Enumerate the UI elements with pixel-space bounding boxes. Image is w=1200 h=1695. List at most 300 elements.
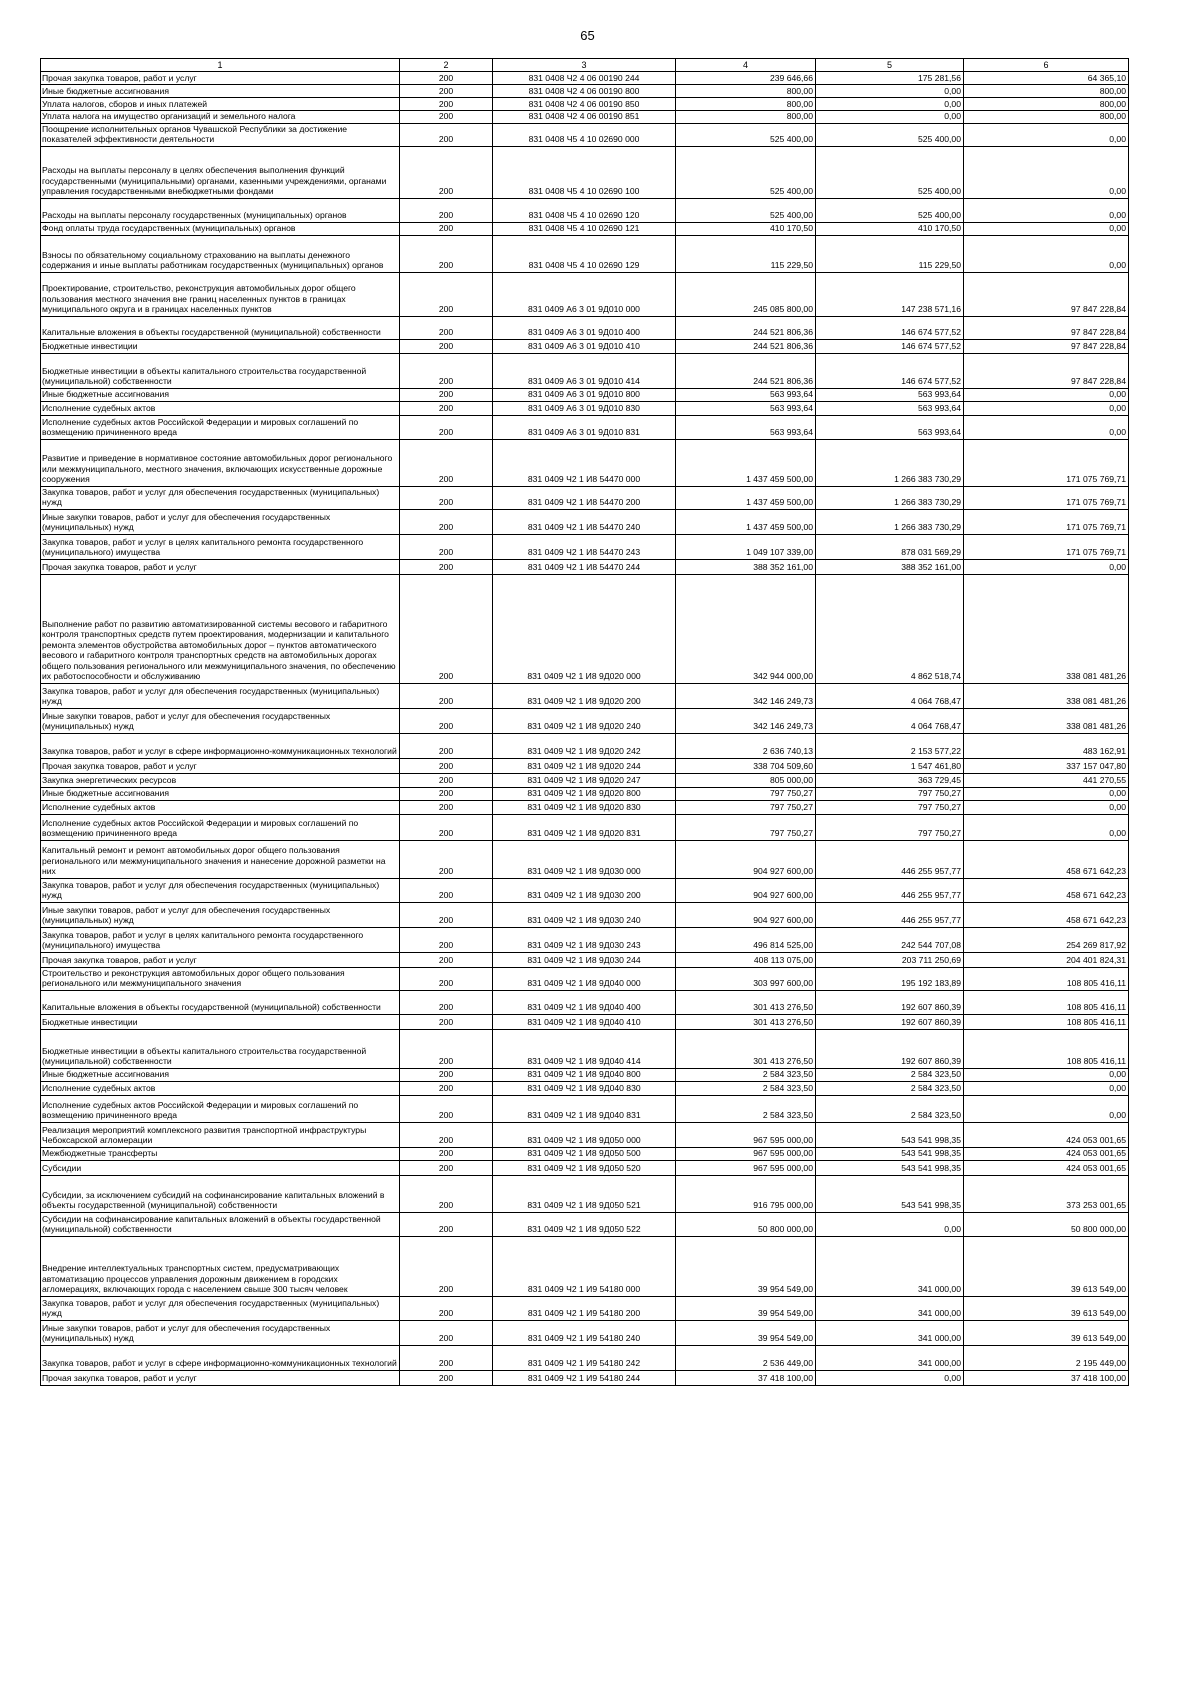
row-executed-amount: 410 170,50: [816, 222, 964, 235]
row-name: Бюджетные инвестиции в объекты капитального строительства государственной (муниципальной) собственности: [41, 1029, 400, 1068]
row-executed-amount: 2 584 323,50: [816, 1068, 964, 1081]
row-approved-amount: 50 800 000,00: [676, 1212, 816, 1236]
table-row: [41, 683, 1129, 708]
row-unexecuted-amount: 800,00: [964, 111, 1129, 124]
row-approved-amount: 342 146 249,73: [676, 683, 816, 708]
row-executed-amount: 1 266 383 730,29: [816, 509, 964, 534]
row-code: 200: [400, 1081, 493, 1095]
row-unexecuted-amount: 97 847 228,84: [964, 316, 1129, 339]
row-name: Субсидии: [41, 1160, 400, 1175]
row-name: Иные закупки товаров, работ и услуг для обеспечения государственных (муниципальных) нужд: [41, 708, 400, 733]
row-classifier: 831 0408 Ч5 4 10 02690 121: [493, 222, 676, 235]
table-row: [41, 353, 1129, 388]
row-executed-amount: 341 000,00: [816, 1345, 964, 1370]
row-name: Закупка товаров, работ и услуг для обеспечения государственных (муниципальных) нужд: [41, 878, 400, 902]
table-row: [41, 800, 1129, 814]
table-row: [41, 1175, 1129, 1212]
row-executed-amount: 543 541 998,35: [816, 1175, 964, 1212]
row-executed-amount: 563 993,64: [816, 415, 964, 439]
row-unexecuted-amount: 0,00: [964, 388, 1129, 401]
row-unexecuted-amount: 458 671 642,23: [964, 902, 1129, 927]
table-row: [41, 559, 1129, 574]
row-unexecuted-amount: 50 800 000,00: [964, 1212, 1129, 1236]
row-approved-amount: 388 352 161,00: [676, 559, 816, 574]
row-executed-amount: 1 547 461,80: [816, 758, 964, 773]
row-code: 200: [400, 1345, 493, 1370]
column-header-executed: 5: [816, 59, 964, 72]
row-name: Исполнение судебных актов Российской Федерации и мировых соглашений по возмещению причиненного вреда: [41, 814, 400, 840]
row-unexecuted-amount: 108 805 416,11: [964, 1014, 1129, 1029]
row-code: 200: [400, 952, 493, 967]
row-name: Исполнение судебных актов: [41, 800, 400, 814]
row-classifier: 831 0409 Ч2 1 И8 9Д040 400: [493, 990, 676, 1014]
row-approved-amount: 967 595 000,00: [676, 1160, 816, 1175]
row-unexecuted-amount: 338 081 481,26: [964, 683, 1129, 708]
row-name: Закупка товаров, работ и услуг в сфере информационно-коммуникационных технологий: [41, 733, 400, 758]
row-unexecuted-amount: 2 195 449,00: [964, 1345, 1129, 1370]
row-unexecuted-amount: 39 613 549,00: [964, 1320, 1129, 1345]
row-unexecuted-amount: 204 401 824,31: [964, 952, 1129, 967]
table-row: [41, 388, 1129, 401]
row-unexecuted-amount: 108 805 416,11: [964, 967, 1129, 990]
row-code: 200: [400, 85, 493, 98]
row-approved-amount: 301 413 276,50: [676, 1014, 816, 1029]
row-approved-amount: 800,00: [676, 111, 816, 124]
row-executed-amount: 0,00: [816, 1370, 964, 1385]
row-code: 200: [400, 339, 493, 353]
row-unexecuted-amount: 97 847 228,84: [964, 272, 1129, 316]
row-classifier: 831 0409 Ч2 1 И8 9Д040 800: [493, 1068, 676, 1081]
row-executed-amount: 195 192 183,89: [816, 967, 964, 990]
row-unexecuted-amount: 0,00: [964, 415, 1129, 439]
table-row: [41, 1160, 1129, 1175]
row-code: 200: [400, 733, 493, 758]
row-classifier: 831 0409 Ч2 1 И8 9Д030 244: [493, 952, 676, 967]
row-name: Выполнение работ по развитию автоматизированной системы весового и габаритного контроля транспортных средств путем проектирования, модернизации и капитального ремонта элементов обустройства автомобильных дорог – пунктов автоматического весового и габаритного контроля транспортных средств на автомобильных дорогах общего пользования регионального или межмуниципального значения, по обеспечению их работоспособности и обслуживанию: [41, 574, 400, 683]
row-approved-amount: 563 993,64: [676, 415, 816, 439]
table-row: [41, 840, 1129, 878]
row-classifier: 831 0409 Ч2 1 И8 54470 243: [493, 534, 676, 559]
row-name: Капитальный ремонт и ремонт автомобильных дорог общего пользования регионального или межмуниципального значения и нанесение дорожной разметки на них: [41, 840, 400, 878]
row-approved-amount: 525 400,00: [676, 198, 816, 222]
row-code: 200: [400, 1122, 493, 1147]
row-approved-amount: 800,00: [676, 85, 816, 98]
table-row: [41, 1014, 1129, 1029]
row-code: 200: [400, 1370, 493, 1385]
row-unexecuted-amount: 441 270,55: [964, 773, 1129, 787]
row-name: Уплата налога на имущество организаций и земельного налога: [41, 111, 400, 124]
row-code: 200: [400, 353, 493, 388]
row-name: Капитальные вложения в объекты государственной (муниципальной) собственности: [41, 316, 400, 339]
row-name: Исполнение судебных актов: [41, 401, 400, 415]
row-name: Исполнение судебных актов Российской Федерации и мировых соглашений по возмещению причиненного вреда: [41, 1095, 400, 1122]
row-unexecuted-amount: 97 847 228,84: [964, 353, 1129, 388]
row-name: Иные закупки товаров, работ и услуг для обеспечения государственных (муниципальных) нужд: [41, 902, 400, 927]
row-code: 200: [400, 1029, 493, 1068]
row-code: 200: [400, 1236, 493, 1296]
row-executed-amount: 4 862 518,74: [816, 574, 964, 683]
row-executed-amount: 192 607 860,39: [816, 1029, 964, 1068]
row-executed-amount: 446 255 957,77: [816, 902, 964, 927]
row-unexecuted-amount: 483 162,91: [964, 733, 1129, 758]
row-executed-amount: 0,00: [816, 98, 964, 111]
row-executed-amount: 563 993,64: [816, 401, 964, 415]
table-row: [41, 1095, 1129, 1122]
row-approved-amount: 1 437 459 500,00: [676, 439, 816, 486]
row-executed-amount: 203 711 250,69: [816, 952, 964, 967]
table-row: [41, 85, 1129, 98]
row-approved-amount: 1 049 107 339,00: [676, 534, 816, 559]
row-code: 200: [400, 1320, 493, 1345]
row-classifier: 831 0408 Ч2 4 06 00190 244: [493, 72, 676, 85]
row-code: 200: [400, 72, 493, 85]
row-classifier: 831 0409 А6 3 01 9Д010 000: [493, 272, 676, 316]
table-row: [41, 773, 1129, 787]
row-name: Уплата налогов, сборов и иных платежей: [41, 98, 400, 111]
row-approved-amount: 967 595 000,00: [676, 1147, 816, 1160]
row-unexecuted-amount: 97 847 228,84: [964, 339, 1129, 353]
table-row: [41, 708, 1129, 733]
row-classifier: 831 0409 Ч2 1 И8 9Д050 521: [493, 1175, 676, 1212]
row-unexecuted-amount: 171 075 769,71: [964, 439, 1129, 486]
row-unexecuted-amount: 254 269 817,92: [964, 927, 1129, 952]
row-unexecuted-amount: 373 253 001,65: [964, 1175, 1129, 1212]
row-classifier: 831 0408 Ч2 4 06 00190 851: [493, 111, 676, 124]
row-executed-amount: 543 541 998,35: [816, 1122, 964, 1147]
row-code: 200: [400, 222, 493, 235]
row-classifier: 831 0409 Ч2 1 И8 9Д030 243: [493, 927, 676, 952]
row-name: Иные бюджетные ассигнования: [41, 1068, 400, 1081]
row-classifier: 831 0409 Ч2 1 И8 9Д050 500: [493, 1147, 676, 1160]
row-unexecuted-amount: 108 805 416,11: [964, 990, 1129, 1014]
table-row: [41, 486, 1129, 509]
row-approved-amount: 904 927 600,00: [676, 878, 816, 902]
row-classifier: 831 0409 Ч2 1 И8 9Д040 410: [493, 1014, 676, 1029]
row-name: Прочая закупка товаров, работ и услуг: [41, 72, 400, 85]
row-approved-amount: 244 521 806,36: [676, 339, 816, 353]
row-approved-amount: 797 750,27: [676, 814, 816, 840]
row-unexecuted-amount: 171 075 769,71: [964, 509, 1129, 534]
row-code: 200: [400, 708, 493, 733]
row-unexecuted-amount: 171 075 769,71: [964, 534, 1129, 559]
row-name: Закупка товаров, работ и услуг для обеспечения государственных (муниципальных) нужд: [41, 1296, 400, 1320]
row-name: Закупка товаров, работ и услуг в целях капитального ремонта государственного (муниципального) имущества: [41, 927, 400, 952]
row-unexecuted-amount: 424 053 001,65: [964, 1160, 1129, 1175]
row-approved-amount: 37 418 100,00: [676, 1370, 816, 1385]
row-executed-amount: 446 255 957,77: [816, 840, 964, 878]
row-name: Закупка товаров, работ и услуг в сфере информационно-коммуникационных технологий: [41, 1345, 400, 1370]
table-row: [41, 235, 1129, 272]
table-row: [41, 146, 1129, 198]
table-row: [41, 534, 1129, 559]
row-classifier: 831 0409 Ч2 1 И8 9Д050 520: [493, 1160, 676, 1175]
row-code: 200: [400, 272, 493, 316]
row-executed-amount: 242 544 707,08: [816, 927, 964, 952]
row-classifier: 831 0408 Ч5 4 10 02690 000: [493, 123, 676, 146]
row-classifier: 831 0409 Ч2 1 И8 9Д020 000: [493, 574, 676, 683]
row-classifier: 831 0409 Ч2 1 И8 9Д020 242: [493, 733, 676, 758]
row-approved-amount: 338 704 509,60: [676, 758, 816, 773]
row-code: 200: [400, 773, 493, 787]
row-code: 200: [400, 401, 493, 415]
row-approved-amount: 525 400,00: [676, 146, 816, 198]
row-classifier: 831 0408 Ч5 4 10 02690 120: [493, 198, 676, 222]
row-unexecuted-amount: 0,00: [964, 222, 1129, 235]
row-classifier: 831 0409 А6 3 01 9Д010 831: [493, 415, 676, 439]
row-name: Прочая закупка товаров, работ и услуг: [41, 559, 400, 574]
row-name: Капитальные вложения в объекты государственной (муниципальной) собственности: [41, 990, 400, 1014]
row-approved-amount: 967 595 000,00: [676, 1122, 816, 1147]
table-row: [41, 439, 1129, 486]
row-classifier: 831 0409 А6 3 01 9Д010 410: [493, 339, 676, 353]
row-classifier: 831 0409 Ч2 1 И8 9Д020 247: [493, 773, 676, 787]
row-classifier: 831 0409 Ч2 1 И8 9Д020 240: [493, 708, 676, 733]
row-approved-amount: 408 113 075,00: [676, 952, 816, 967]
row-classifier: 831 0408 Ч2 4 06 00190 800: [493, 85, 676, 98]
row-code: 200: [400, 927, 493, 952]
row-unexecuted-amount: 39 613 549,00: [964, 1236, 1129, 1296]
row-name: Иные закупки товаров, работ и услуг для обеспечения государственных (муниципальных) нужд: [41, 509, 400, 534]
row-unexecuted-amount: 0,00: [964, 1081, 1129, 1095]
row-classifier: 831 0409 Ч2 1 И8 54470 000: [493, 439, 676, 486]
row-classifier: 831 0409 А6 3 01 9Д010 400: [493, 316, 676, 339]
table-row: [41, 1068, 1129, 1081]
row-executed-amount: 192 607 860,39: [816, 990, 964, 1014]
row-executed-amount: 543 541 998,35: [816, 1160, 964, 1175]
row-executed-amount: 525 400,00: [816, 198, 964, 222]
row-approved-amount: 904 927 600,00: [676, 840, 816, 878]
row-executed-amount: 175 281,56: [816, 72, 964, 85]
row-name: Исполнение судебных актов Российской Федерации и мировых соглашений по возмещению причиненного вреда: [41, 415, 400, 439]
row-code: 200: [400, 1175, 493, 1212]
row-executed-amount: 797 750,27: [816, 787, 964, 800]
row-approved-amount: 2 536 449,00: [676, 1345, 816, 1370]
row-executed-amount: 0,00: [816, 111, 964, 124]
row-unexecuted-amount: 0,00: [964, 787, 1129, 800]
row-unexecuted-amount: 171 075 769,71: [964, 486, 1129, 509]
row-classifier: 831 0408 Ч5 4 10 02690 129: [493, 235, 676, 272]
row-name: Расходы на выплаты персоналу в целях обеспечения выполнения функций государственными (муниципальными) органами, казенными учреждениями, органами управления государственными внебюджетными фондами: [41, 146, 400, 198]
row-executed-amount: 0,00: [816, 1212, 964, 1236]
table-row: [41, 878, 1129, 902]
row-unexecuted-amount: 0,00: [964, 235, 1129, 272]
column-header-unexecuted: 6: [964, 59, 1129, 72]
row-code: 200: [400, 758, 493, 773]
row-unexecuted-amount: 458 671 642,23: [964, 878, 1129, 902]
row-name: Закупка товаров, работ и услуг в целях капитального ремонта государственного (муниципального) имущества: [41, 534, 400, 559]
table-row: [41, 1320, 1129, 1345]
row-executed-amount: 341 000,00: [816, 1320, 964, 1345]
row-approved-amount: 2 636 740,13: [676, 733, 816, 758]
row-code: 200: [400, 967, 493, 990]
table-row: [41, 1081, 1129, 1095]
row-executed-amount: 563 993,64: [816, 388, 964, 401]
row-approved-amount: 797 750,27: [676, 800, 816, 814]
row-name: Прочая закупка товаров, работ и услуг: [41, 1370, 400, 1385]
row-unexecuted-amount: 424 053 001,65: [964, 1147, 1129, 1160]
row-name: Субсидии на софинансирование капитальных вложений в объекты государственной (муниципальной) собственности: [41, 1212, 400, 1236]
row-approved-amount: 301 413 276,50: [676, 1029, 816, 1068]
row-classifier: 831 0409 Ч2 1 И8 9Д040 000: [493, 967, 676, 990]
row-approved-amount: 245 085 800,00: [676, 272, 816, 316]
column-header-code: 2: [400, 59, 493, 72]
row-unexecuted-amount: 458 671 642,23: [964, 840, 1129, 878]
row-classifier: 831 0409 Ч2 1 И8 9Д040 830: [493, 1081, 676, 1095]
row-executed-amount: 2 153 577,22: [816, 733, 964, 758]
row-name: Иные бюджетные ассигнования: [41, 85, 400, 98]
row-name: Закупка энергетических ресурсов: [41, 773, 400, 787]
row-executed-amount: 878 031 569,29: [816, 534, 964, 559]
row-classifier: 831 0409 Ч2 1 И8 9Д050 000: [493, 1122, 676, 1147]
row-code: 200: [400, 439, 493, 486]
row-name: Бюджетные инвестиции: [41, 339, 400, 353]
table-header-row: [41, 59, 1129, 72]
row-unexecuted-amount: 424 053 001,65: [964, 1122, 1129, 1147]
table-row: [41, 1122, 1129, 1147]
row-executed-amount: 192 607 860,39: [816, 1014, 964, 1029]
row-unexecuted-amount: 0,00: [964, 198, 1129, 222]
row-classifier: 831 0408 Ч2 4 06 00190 850: [493, 98, 676, 111]
row-unexecuted-amount: 0,00: [964, 559, 1129, 574]
row-code: 200: [400, 1014, 493, 1029]
row-executed-amount: 4 064 768,47: [816, 683, 964, 708]
row-classifier: 831 0409 А6 3 01 9Д010 800: [493, 388, 676, 401]
row-executed-amount: 1 266 383 730,29: [816, 486, 964, 509]
table-row: [41, 72, 1129, 85]
row-executed-amount: 446 255 957,77: [816, 878, 964, 902]
row-unexecuted-amount: 0,00: [964, 146, 1129, 198]
row-classifier: 831 0409 Ч2 1 И8 54470 244: [493, 559, 676, 574]
table-row: [41, 316, 1129, 339]
row-classifier: 831 0409 Ч2 1 И8 9Д030 000: [493, 840, 676, 878]
row-code: 200: [400, 574, 493, 683]
row-unexecuted-amount: 337 157 047,80: [964, 758, 1129, 773]
row-classifier: 831 0409 Ч2 1 И9 54180 240: [493, 1320, 676, 1345]
row-approved-amount: 805 000,00: [676, 773, 816, 787]
row-name: Расходы на выплаты персоналу государственных (муниципальных) органов: [41, 198, 400, 222]
row-name: Внедрение интеллектуальных транспортных систем, предусматривающих автоматизацию процессов управления дорожным движением в городских агломерациях, включающих города с населением свыше 300 тысяч человек: [41, 1236, 400, 1296]
row-code: 200: [400, 878, 493, 902]
row-approved-amount: 525 400,00: [676, 123, 816, 146]
row-code: 200: [400, 814, 493, 840]
row-approved-amount: 2 584 323,50: [676, 1095, 816, 1122]
row-code: 200: [400, 98, 493, 111]
row-code: 200: [400, 146, 493, 198]
row-classifier: 831 0409 Ч2 1 И9 54180 242: [493, 1345, 676, 1370]
row-executed-amount: 525 400,00: [816, 146, 964, 198]
row-code: 200: [400, 1212, 493, 1236]
row-code: 200: [400, 198, 493, 222]
row-approved-amount: 39 954 549,00: [676, 1320, 816, 1345]
table-body: [41, 72, 1129, 1386]
row-name: Фонд оплаты труда государственных (муниципальных) органов: [41, 222, 400, 235]
row-name: Исполнение судебных актов: [41, 1081, 400, 1095]
row-approved-amount: 303 997 600,00: [676, 967, 816, 990]
column-header-approved: 4: [676, 59, 816, 72]
row-executed-amount: 146 674 577,52: [816, 353, 964, 388]
row-classifier: 831 0409 Ч2 1 И8 9Д020 831: [493, 814, 676, 840]
table-row: [41, 927, 1129, 952]
table-row: [41, 758, 1129, 773]
table-row: [41, 902, 1129, 927]
row-classifier: 831 0409 Ч2 1 И9 54180 200: [493, 1296, 676, 1320]
row-unexecuted-amount: 0,00: [964, 123, 1129, 146]
row-code: 200: [400, 486, 493, 509]
row-executed-amount: 797 750,27: [816, 800, 964, 814]
row-approved-amount: 39 954 549,00: [676, 1236, 816, 1296]
table-row: [41, 574, 1129, 683]
table-row: [41, 198, 1129, 222]
table-row: [41, 272, 1129, 316]
row-name: Межбюджетные трансферты: [41, 1147, 400, 1160]
table-row: [41, 1236, 1129, 1296]
row-unexecuted-amount: 64 365,10: [964, 72, 1129, 85]
row-name: Иные бюджетные ассигнования: [41, 388, 400, 401]
row-unexecuted-amount: 39 613 549,00: [964, 1296, 1129, 1320]
row-code: 200: [400, 1147, 493, 1160]
row-name: Поощрение исполнительных органов Чувашской Республики за достижение показателей эффективности деятельности: [41, 123, 400, 146]
row-unexecuted-amount: 37 418 100,00: [964, 1370, 1129, 1385]
row-name: Реализация мероприятий комплексного развития транспортной инфраструктуры Чебоксарской агломерации: [41, 1122, 400, 1147]
table-row: [41, 787, 1129, 800]
table-row: [41, 123, 1129, 146]
row-executed-amount: 525 400,00: [816, 123, 964, 146]
row-name: Прочая закупка товаров, работ и услуг: [41, 952, 400, 967]
row-name: Бюджетные инвестиции в объекты капитального строительства государственной (муниципальной) собственности: [41, 353, 400, 388]
column-header-name: 1: [41, 59, 400, 72]
table-row: [41, 814, 1129, 840]
row-approved-amount: 563 993,64: [676, 401, 816, 415]
row-code: 200: [400, 415, 493, 439]
row-executed-amount: 341 000,00: [816, 1236, 964, 1296]
row-code: 200: [400, 509, 493, 534]
row-classifier: 831 0409 Ч2 1 И8 9Д030 200: [493, 878, 676, 902]
row-code: 200: [400, 787, 493, 800]
row-executed-amount: 115 229,50: [816, 235, 964, 272]
row-approved-amount: 800,00: [676, 98, 816, 111]
page-number: 65: [580, 28, 595, 43]
row-classifier: 831 0409 Ч2 1 И9 54180 000: [493, 1236, 676, 1296]
row-name: Строительство и реконструкция автомобильных дорог общего пользования регионального или межмуниципального значения: [41, 967, 400, 990]
row-code: 200: [400, 1068, 493, 1081]
table-row: [41, 1029, 1129, 1068]
table-row: [41, 415, 1129, 439]
row-classifier: 831 0409 Ч2 1 И8 9Д020 830: [493, 800, 676, 814]
row-name: Иные бюджетные ассигнования: [41, 787, 400, 800]
row-approved-amount: 904 927 600,00: [676, 902, 816, 927]
row-approved-amount: 244 521 806,36: [676, 353, 816, 388]
row-classifier: 831 0409 Ч2 1 И8 9Д020 244: [493, 758, 676, 773]
row-executed-amount: 363 729,45: [816, 773, 964, 787]
table-row: [41, 1212, 1129, 1236]
row-name: Иные закупки товаров, работ и услуг для обеспечения государственных (муниципальных) нужд: [41, 1320, 400, 1345]
row-name: Закупка товаров, работ и услуг для обеспечения государственных (муниципальных) нужд: [41, 683, 400, 708]
row-approved-amount: 239 646,66: [676, 72, 816, 85]
table-row: [41, 952, 1129, 967]
row-classifier: 831 0409 Ч2 1 И8 9Д020 200: [493, 683, 676, 708]
row-code: 200: [400, 316, 493, 339]
row-approved-amount: 115 229,50: [676, 235, 816, 272]
row-name: Прочая закупка товаров, работ и услуг: [41, 758, 400, 773]
row-unexecuted-amount: 800,00: [964, 98, 1129, 111]
row-executed-amount: 4 064 768,47: [816, 708, 964, 733]
table-row: [41, 98, 1129, 111]
table-row: [41, 967, 1129, 990]
row-executed-amount: 1 266 383 730,29: [816, 439, 964, 486]
row-approved-amount: 2 584 323,50: [676, 1081, 816, 1095]
row-executed-amount: 147 238 571,16: [816, 272, 964, 316]
budget-execution-table: [40, 58, 1129, 1386]
